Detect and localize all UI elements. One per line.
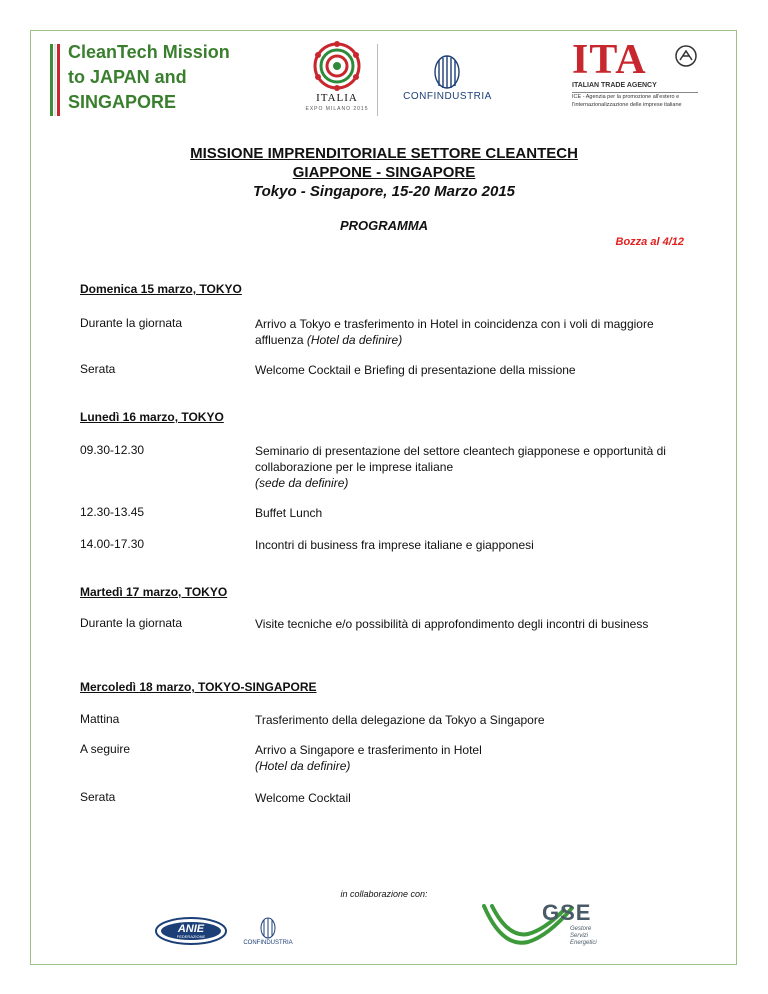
gse-logo-text: GSE bbox=[542, 900, 592, 925]
confindustria-logo-text: CONFINDUSTRIA bbox=[403, 91, 492, 102]
gse-logo bbox=[482, 898, 602, 958]
ita-description-line-2: l'internazionalizzazione delle imprese italiane bbox=[572, 102, 682, 108]
programma-heading: PROGRAMMA bbox=[339, 218, 429, 233]
schedule-description-text: Seminario di presentazione del settore cleantech giapponese e opportunità di collaborazione per le imprese italiane bbox=[255, 444, 666, 474]
schedule-description bbox=[255, 316, 675, 348]
italia-flower-icon bbox=[298, 40, 376, 92]
mission-title-line-2: to JAPAN and bbox=[68, 67, 187, 87]
confindustria-footer-emblem-icon bbox=[236, 916, 300, 940]
schedule-note: (Hotel da definire) bbox=[255, 759, 351, 773]
expo-logo-text: EXPO MILANO 2015 bbox=[305, 106, 369, 112]
schedule-time: Mattina bbox=[80, 712, 120, 726]
schedule-description: Buffet Lunch bbox=[255, 506, 323, 520]
ita-divider bbox=[572, 92, 698, 93]
collaboration-label: in collaborazione con: bbox=[340, 889, 428, 899]
anie-logo bbox=[154, 916, 228, 946]
confindustria-footer-text: CONFINDUSTRIA bbox=[243, 940, 293, 946]
anie-logo-text: ANIE bbox=[177, 923, 205, 935]
schedule-description: Incontri di business fra imprese italiane e giapponesi bbox=[255, 538, 534, 552]
schedule-note: (sede da definire) bbox=[255, 476, 349, 490]
day-heading-4: Mercoledì 18 marzo, TOKYO-SINGAPORE bbox=[80, 680, 317, 694]
schedule-note: (Hotel da definire) bbox=[306, 333, 403, 347]
schedule-time: Durante la giornata bbox=[80, 316, 183, 330]
confindustria-footer-logo bbox=[236, 916, 300, 950]
schedule-time: 09.30-12.30 bbox=[80, 443, 145, 457]
schedule-description-text: Arrivo a Singapore e trasferimento in Hotel bbox=[255, 743, 482, 757]
day-heading-2: Lunedì 16 marzo, TOKYO bbox=[80, 410, 224, 424]
italia-logo-text: ITALIA bbox=[316, 92, 358, 104]
document-title-line-2: GIAPPONE - SINGAPORE bbox=[292, 164, 476, 181]
anie-logo-subtext: FEDERAZIONE bbox=[176, 934, 206, 939]
schedule-time: Serata bbox=[80, 362, 116, 376]
ita-agency-text: ITALIAN TRADE AGENCY bbox=[572, 82, 657, 89]
schedule-description: Visite tecniche e/o possibilità di approfondimento degli incontri di business bbox=[255, 617, 649, 631]
document-subtitle: Tokyo - Singapore, 15-20 Marzo 2015 bbox=[252, 183, 516, 200]
schedule-description-text: Arrivo a Tokyo e trasferimento in Hotel in coincidenza con i voli di maggiore affluenza bbox=[255, 317, 654, 347]
schedule-time: A seguire bbox=[80, 742, 131, 756]
ita-description-line-1: ICE - Agenzia per la promozione all'estero e bbox=[572, 94, 680, 100]
gse-sub-line-2: Servizi bbox=[570, 933, 589, 939]
day-heading-1: Domenica 15 marzo, TOKYO bbox=[80, 282, 242, 296]
confindustria-logo bbox=[395, 52, 500, 112]
schedule-description bbox=[255, 742, 675, 774]
flag-stripe-white bbox=[54, 44, 56, 116]
schedule-description: Welcome Cocktail e Briefing di presentazione della missione bbox=[255, 363, 576, 377]
flag-stripe-green bbox=[50, 44, 53, 116]
ita-logo bbox=[572, 37, 712, 122]
gse-logo-subtext bbox=[570, 926, 597, 947]
mission-title-line-3: SINGAPORE bbox=[68, 92, 177, 112]
ita-logo-text: ITA bbox=[572, 37, 647, 83]
schedule-time: 12.30-13.45 bbox=[80, 505, 145, 519]
mission-title-line-1: CleanTech Mission bbox=[68, 42, 230, 62]
mission-title bbox=[68, 40, 268, 115]
italia-expo-logo bbox=[298, 40, 376, 116]
schedule-time: Serata bbox=[80, 790, 116, 804]
flag-stripe-red bbox=[57, 44, 60, 116]
ita-ice-emblem-icon bbox=[674, 44, 698, 68]
confindustria-emblem-icon bbox=[395, 52, 500, 90]
schedule-description bbox=[255, 443, 675, 491]
schedule-description: Trasferimento della delegazione da Tokyo a Singapore bbox=[255, 713, 545, 727]
logo-divider bbox=[377, 44, 378, 116]
document-title-line-1: MISSIONE IMPRENDITORIALE SETTORE CLEANTECH bbox=[190, 145, 578, 162]
draft-label: Bozza al 4/12 bbox=[615, 236, 684, 248]
gse-sub-line-1: Gestore bbox=[570, 926, 592, 932]
gse-sub-line-3: Energetici bbox=[570, 940, 597, 946]
schedule-description: Welcome Cocktail bbox=[255, 791, 351, 805]
day-heading-3: Martedì 17 marzo, TOKYO bbox=[80, 585, 228, 599]
schedule-time: 14.00-17.30 bbox=[80, 537, 145, 551]
schedule-time: Durante la giornata bbox=[80, 616, 183, 630]
